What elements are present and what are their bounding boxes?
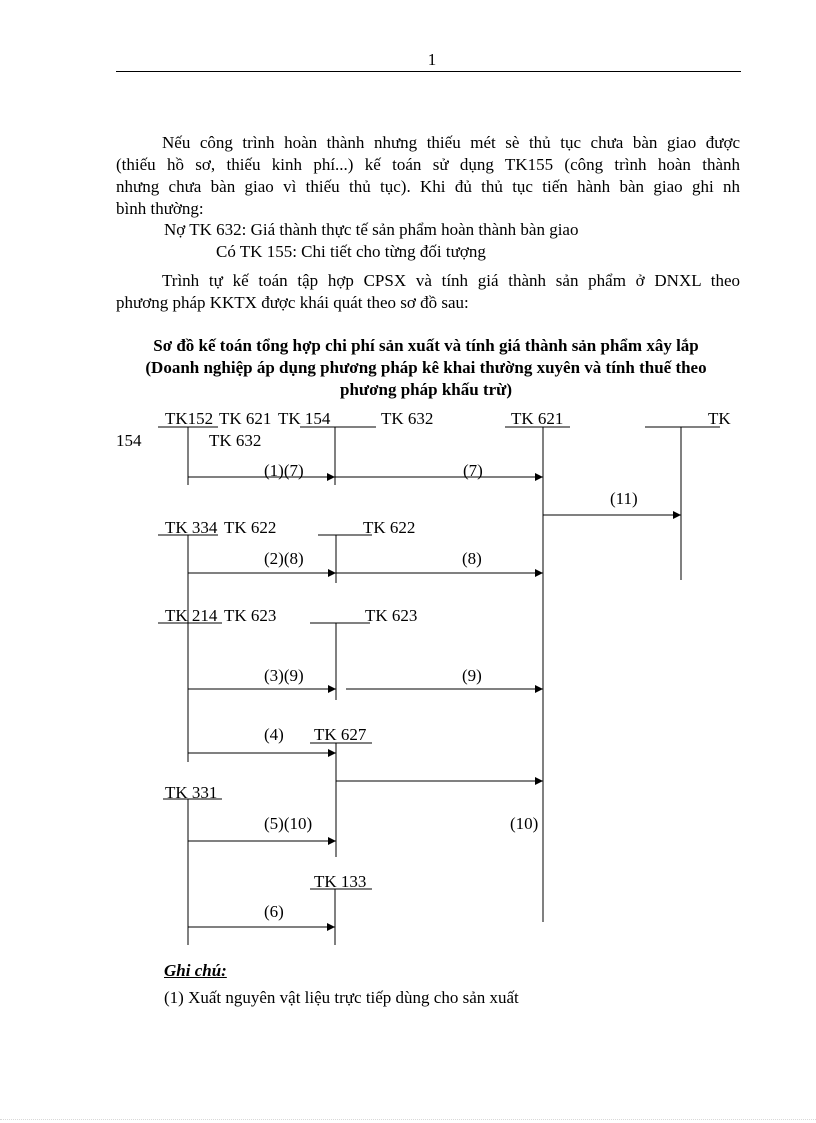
account-tk622-a: TK 622 bbox=[224, 518, 277, 537]
diagram-title: Sơ đồ kế toán tổng hợp chi phí sản xuất và tính giá thành sản phẩm xây lắp bbox=[153, 336, 699, 355]
account-tk214: TK 214 bbox=[165, 606, 218, 625]
account-tk632-top: TK 632 bbox=[381, 409, 434, 428]
account-tk623-b: TK 623 bbox=[365, 606, 418, 625]
notes-heading: Ghi chú: bbox=[164, 961, 227, 980]
account-tk331: TK 331 bbox=[165, 783, 218, 802]
account-tk622-b: TK 622 bbox=[363, 518, 416, 537]
paragraph-line: nhưng chưa bàn giao vì thiếu thủ tục). Khi đủ thủ tục tiến hành bàn giao ghi nh bbox=[116, 177, 740, 196]
entry-debit: Nợ TK 632: Giá thành thực tế sản phẩm hoàn thành bàn giao bbox=[164, 220, 579, 239]
entry-credit: Có TK 155: Chi tiết cho từng đối tượng bbox=[216, 242, 486, 261]
account-tk-right: TK bbox=[708, 409, 731, 428]
paragraph-line: Nếu công trình hoàn thành nhưng thiếu mét sè thủ tục chưa bàn giao được bbox=[162, 133, 740, 152]
account-tk154-margin: 154 bbox=[116, 431, 142, 450]
flow-label-2-8: (2)(8) bbox=[264, 549, 304, 568]
account-tk621-row1: TK 621 bbox=[219, 409, 272, 428]
account-tk623-a: TK 623 bbox=[224, 606, 277, 625]
flow-label-1-7: (1)(7) bbox=[264, 461, 304, 480]
flow-label-10: (10) bbox=[510, 814, 539, 833]
page-number: 1 bbox=[427, 50, 437, 69]
flow-label-7: (7) bbox=[463, 461, 483, 480]
paragraph-line: bình thường: bbox=[116, 199, 204, 218]
account-tk154-top: TK 154 bbox=[278, 409, 331, 428]
flow-label-6: (6) bbox=[264, 902, 284, 921]
diagram-subtitle-1: (Doanh nghiệp áp dụng phương pháp kê khai thường xuyên và tính thuế theo bbox=[145, 358, 707, 377]
account-tk627: TK 627 bbox=[314, 725, 367, 744]
flow-label-9: (9) bbox=[462, 666, 482, 685]
flow-label-4: (4) bbox=[264, 725, 284, 744]
page-bottom-border bbox=[0, 1119, 816, 1120]
account-tk632-row2: TK 632 bbox=[209, 431, 262, 450]
account-tk152: TK152 bbox=[165, 409, 214, 428]
paragraph-line: phương pháp KKTX được khái quát theo sơ đồ sau: bbox=[116, 293, 469, 312]
account-tk621-col: TK 621 bbox=[511, 409, 564, 428]
flow-label-5-10: (5)(10) bbox=[264, 814, 313, 833]
note-item-1: (1) Xuất nguyên vật liệu trực tiếp dùng cho sản xuất bbox=[164, 988, 519, 1007]
paragraph-line: Trình tự kế toán tập hợp CPSX và tính giá thành sản phẩm ở DNXL theo bbox=[162, 271, 740, 290]
account-tk133: TK 133 bbox=[314, 872, 367, 891]
account-tk334: TK 334 bbox=[165, 518, 218, 537]
flow-label-11: (11) bbox=[610, 489, 638, 508]
flow-label-3-9: (3)(9) bbox=[264, 666, 304, 685]
paragraph-line: (thiếu hồ sơ, thiếu kinh phí...) kế toán sử dụng TK155 (công trình hoàn thành bbox=[116, 155, 740, 174]
diagram-subtitle-2: phương pháp khấu trừ) bbox=[339, 380, 513, 399]
flow-label-8: (8) bbox=[462, 549, 482, 568]
